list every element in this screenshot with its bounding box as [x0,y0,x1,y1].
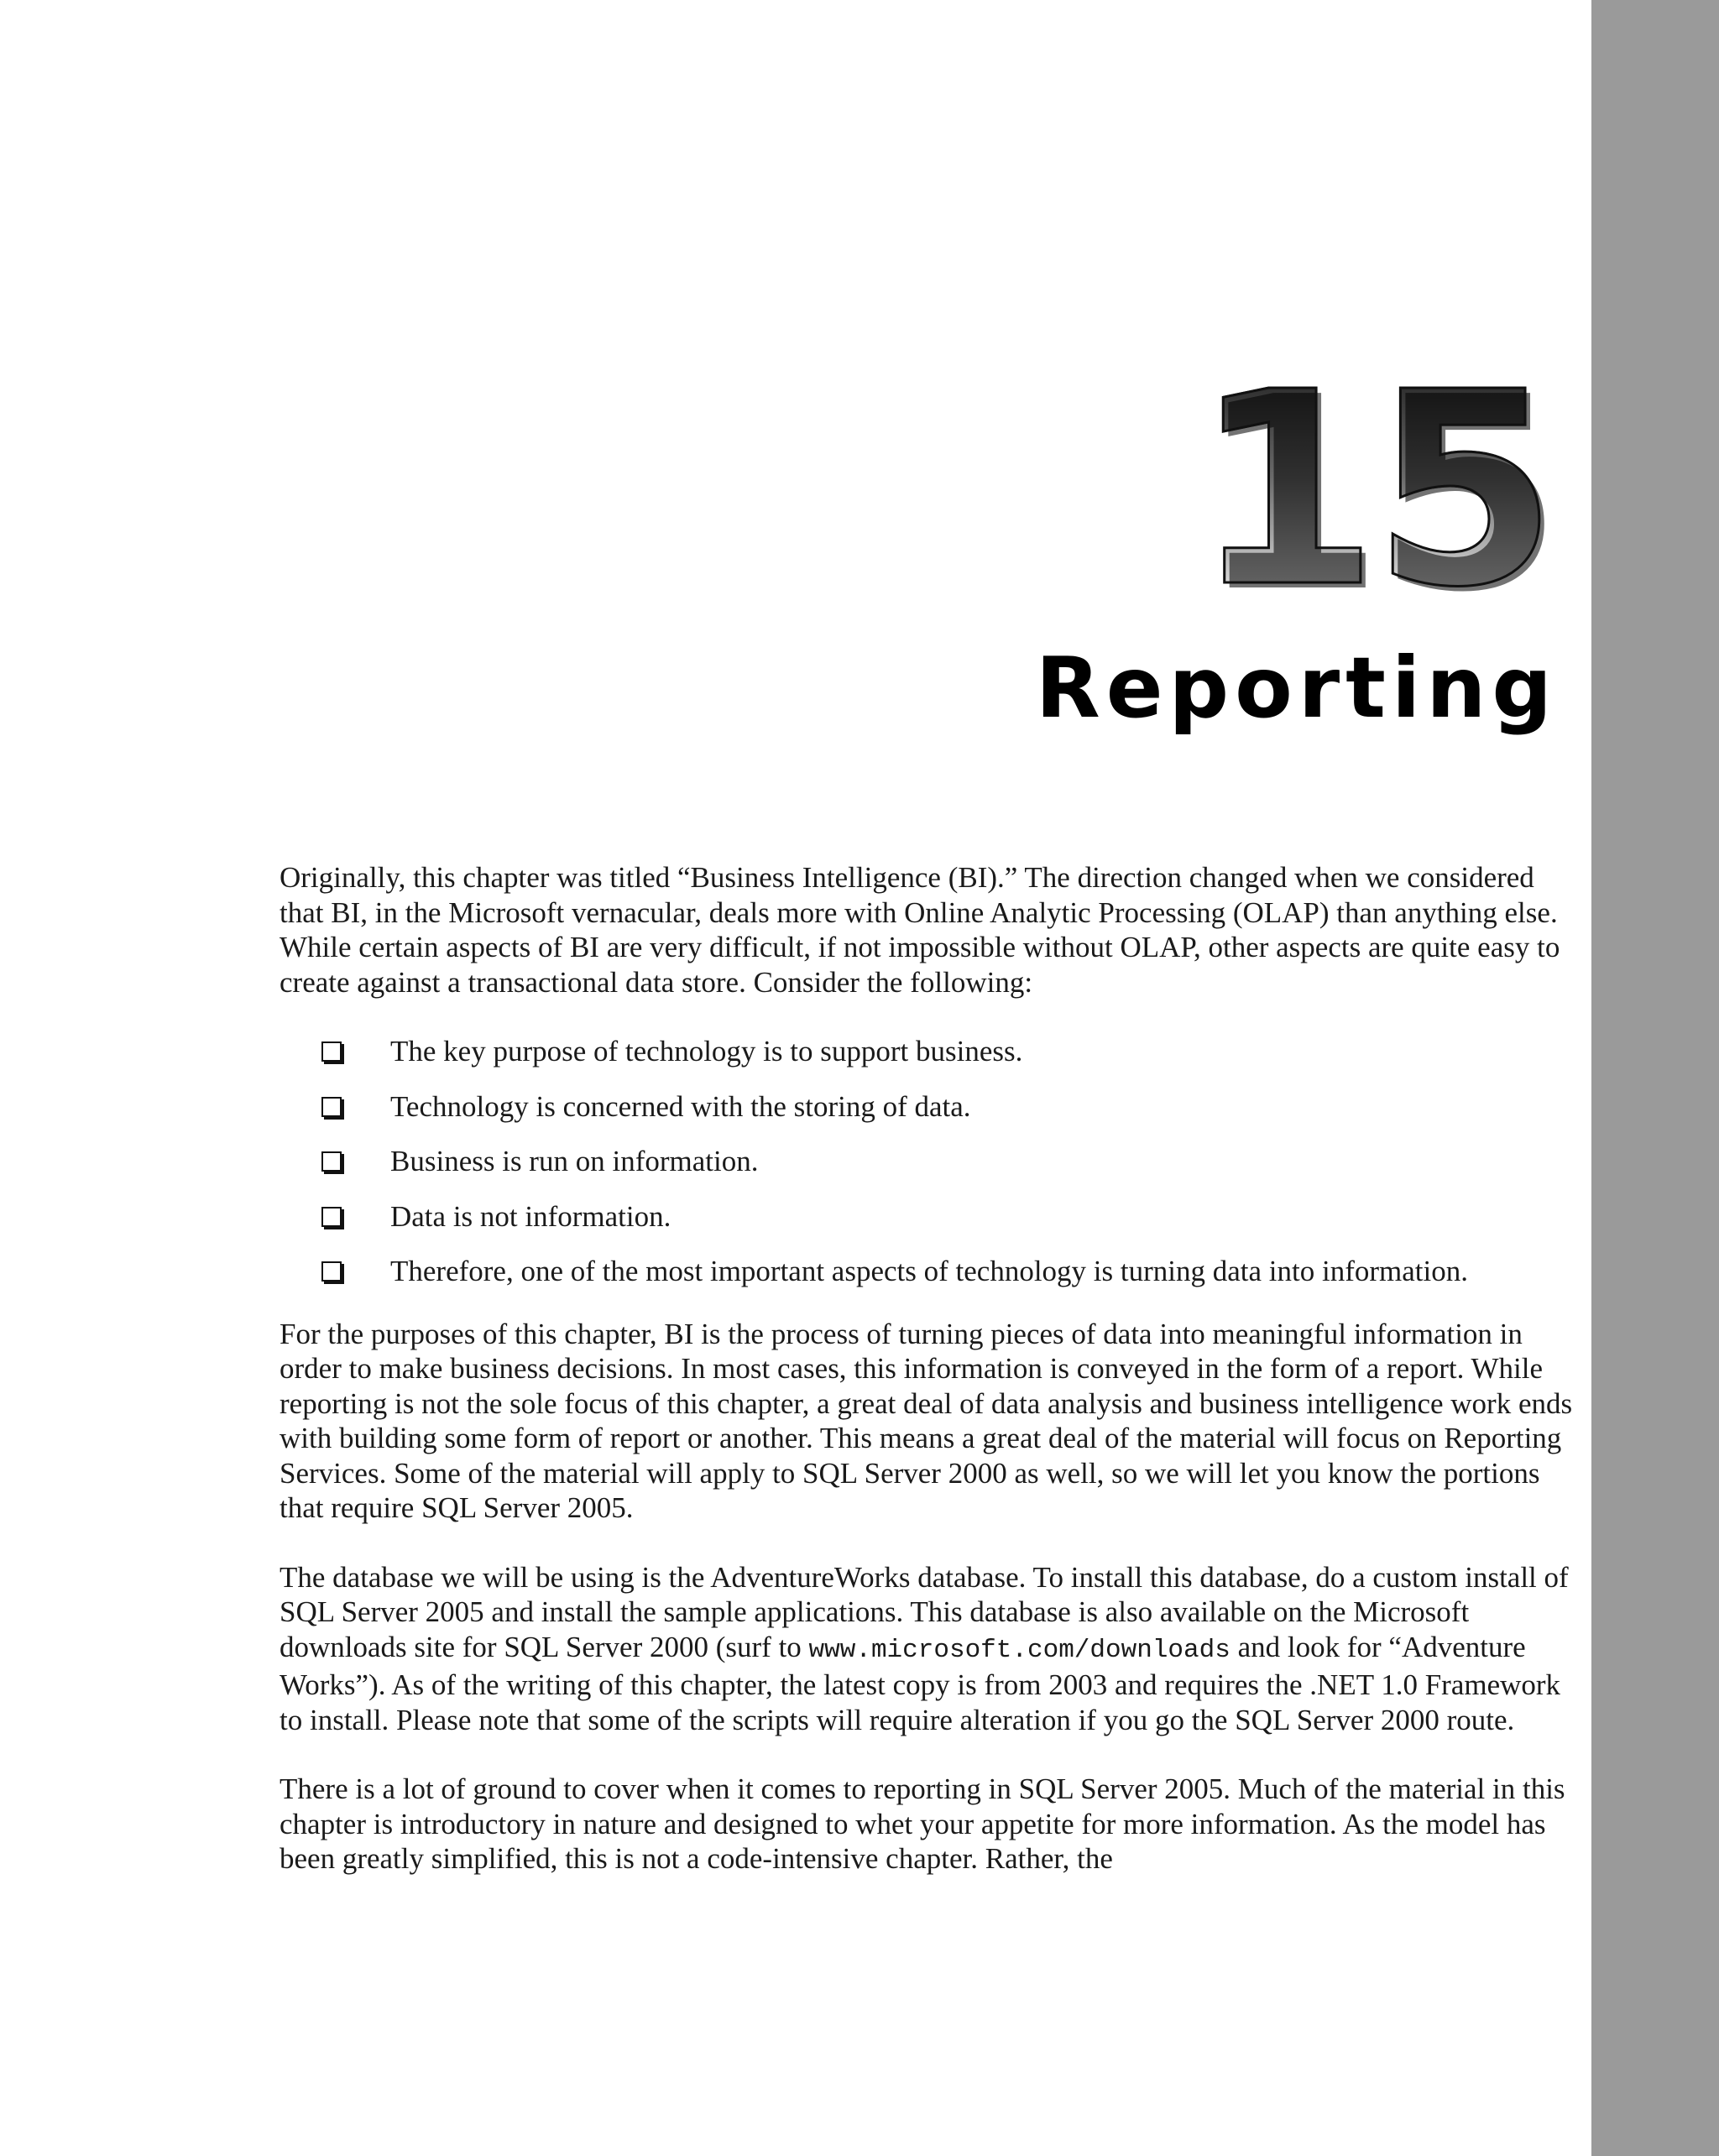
database-paragraph-text-start: The database we will be using is the AdventureWorks database. To install this database, do a custom install of SQL Server 2005 and install the sample applications. This database is also available on the Microsoft downloads site for SQL Server 2000 (surf to [280,1560,1569,1663]
checkbox-bullet-icon [321,1151,342,1172]
bullet-text: Business is run on information. [390,1145,759,1177]
chapter-body [280,860,1576,1911]
checkbox-bullet-icon [321,1207,342,1227]
bullet-text: Data is not information. [390,1199,671,1233]
database-paragraph [280,1560,1576,1738]
bullet-list [280,1034,1576,1289]
bi-definition-paragraph: For the purposes of this chapter, BI is the process of turning pieces of data into meaningful information in order to make business decisions. In most cases, this information is conveyed in the form of a report. While reporting is not the sole focus of this chapter, a great deal of data analysis and business intelligence work ends with building some form of report or another. This means a great deal of the material will focus on Reporting Services. Some of the material will apply to SQL Server 2000 as well, so we will let you know the portions that require SQL Server 2005. [280,1317,1573,1524]
checkbox-bullet-icon [321,1097,342,1117]
bullet-item [280,1144,1576,1179]
bullet-item [280,1199,1576,1235]
bullet-text: The key purpose of technology is to support business. [390,1035,1023,1068]
scope-paragraph: There is a lot of ground to cover when it comes to reporting in SQL Server 2005. Much of the material in this chapter is introductory in nature and designed to whet your appetite for more information. As the model has been greatly simplified, this is not a code-intensive chapter. Rather, the [280,1772,1565,1875]
chapter-thumb-tab [1591,0,1719,2156]
chapter-title: Reporting [1035,639,1558,737]
bullet-text: Therefore, one of the most important aspects of technology is turning data into information. [390,1255,1468,1287]
database-paragraph-text-end: and look for “Adventure Works”). As of the writing of this chapter, the latest copy is from 2003 and requires the .NET 1.0 Framework to install. Please note that some of the scripts will require alteration if you go the SQL Server 2000 route. [280,1630,1561,1736]
bullet-item [280,1034,1576,1069]
bullet-item [280,1254,1576,1289]
checkbox-bullet-icon [321,1261,342,1282]
chapter-number: 15 [1193,335,1551,645]
bullet-text: Technology is concerned with the storing of data. [390,1089,971,1123]
downloads-url: www.microsoft.com/downloads [808,1635,1230,1665]
checkbox-bullet-icon [321,1041,342,1062]
bullet-item [280,1089,1576,1125]
intro-paragraph: Originally, this chapter was titled “Business Intelligence (BI).” The direction changed when we considered that BI, in the Microsoft vernacular, deals more with Online Analytic Processing (OLAP) than anything else. While certain aspects of BI are very difficult, if not impossible without OLAP, other aspects are quite easy to create against a transactional data store. Consider the following: [280,861,1560,999]
